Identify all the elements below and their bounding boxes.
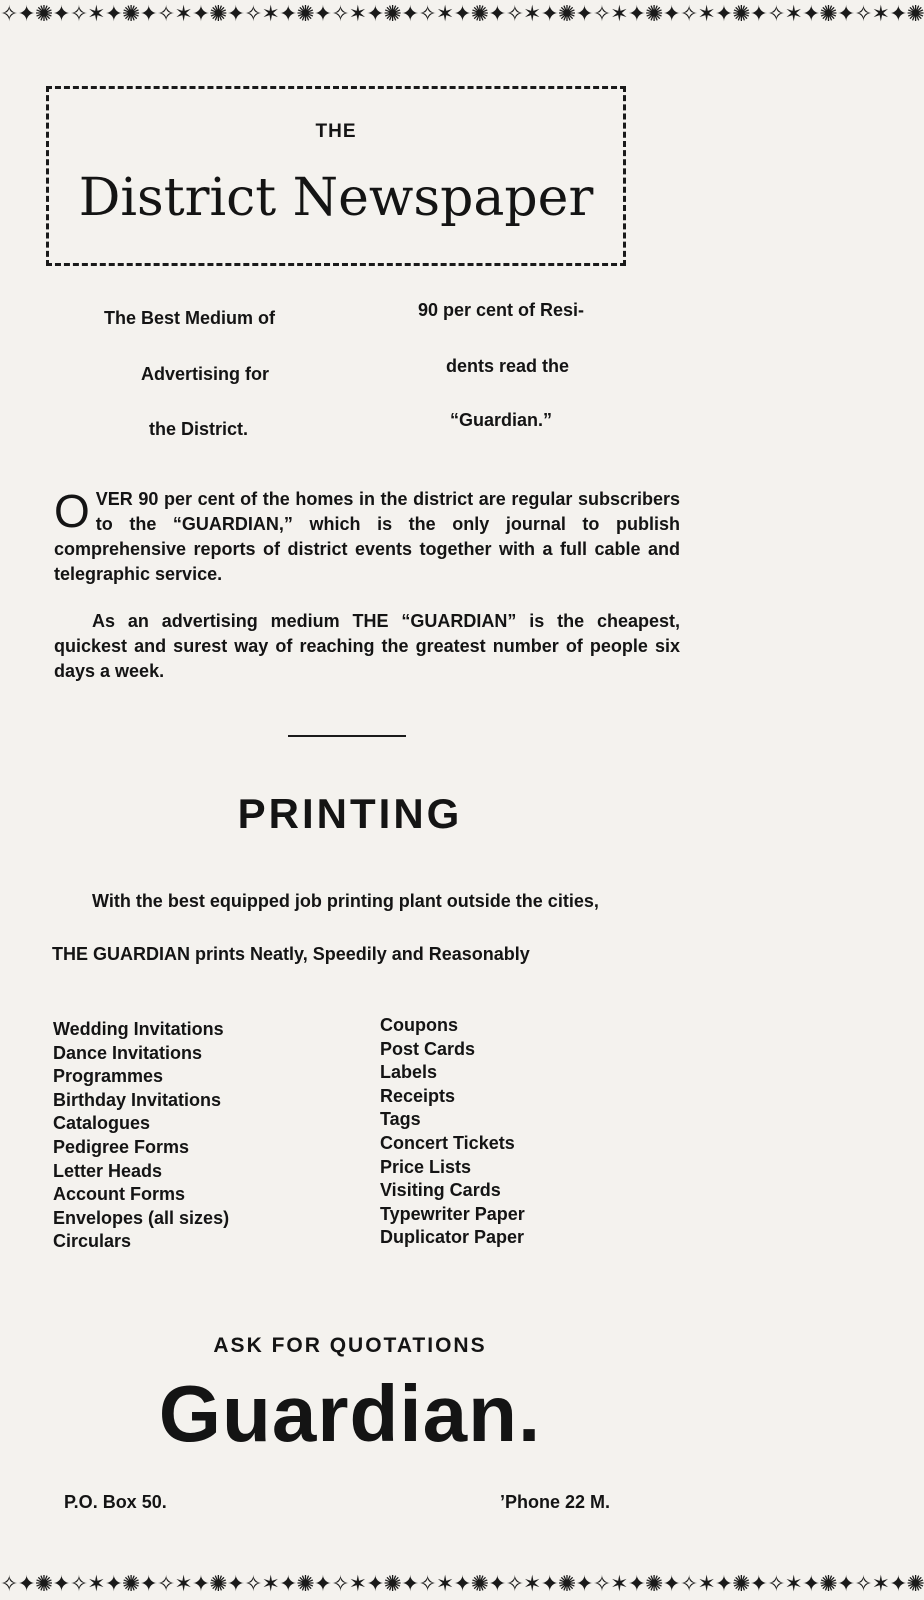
list-item: Receipts [380, 1085, 456, 1106]
top-ornament-border: ✧✦✺✦✧✶✦✺✦✧✶✦✺✦✧✶✦✺✦✧✶✦✺✦✧✶✦✺✦✧✶✦✺✦✧✶✦✺✦✧✶✦✺✦✧✶✦✺✦✧✶✦✺ [0, 2, 924, 27]
list-item: Account Forms [53, 1184, 186, 1205]
list-item: Visiting Cards [380, 1180, 501, 1201]
printing-intro-line: THE GUARDIAN prints Neatly, Speedily and Reasonably [52, 944, 530, 964]
title-article: THE [315, 121, 357, 142]
list-item: Tags [380, 1109, 421, 1130]
list-item: Dance Invitations [53, 1042, 203, 1063]
list-item: Wedding Invitations [53, 1019, 224, 1039]
po-box: P.O. Box 50. [64, 1492, 167, 1512]
list-item: Duplicator Paper [380, 1227, 525, 1248]
right-column-line: dents read the [446, 356, 570, 376]
printing-heading: PRINTING [237, 790, 463, 837]
list-item: Labels [380, 1062, 438, 1083]
drop-cap: O [54, 485, 90, 537]
list-item: Birthday Invitations [53, 1089, 222, 1110]
left-column-line: The Best Medium of [104, 308, 276, 328]
phone-number: ’Phone 22 M. [500, 1492, 611, 1512]
list-item: Post Cards [380, 1038, 476, 1059]
list-item: Programmes [53, 1066, 164, 1087]
printing-services-right [380, 1014, 525, 1250]
paragraph-subscribers-text: VER 90 per cent of the homes in the district are regular subscribers to the “GUARDIAN,” which is the only journal to publish comprehensive reports of district events together with a full cable and telegraphic service. [54, 489, 680, 584]
bottom-ornament-border: ✧✦✺✦✧✶✦✺✦✧✶✦✺✦✧✶✦✺✦✧✶✦✺✦✧✶✦✺✦✧✶✦✺✦✧✶✦✺✦✧✶✦✺✦✧✶✦✺✦✧✶✦✺ [0, 1572, 924, 1597]
right-column-line: 90 per cent of Resi- [418, 300, 585, 320]
printing-intro-line: With the best equipped job printing plant outside the cities, [92, 891, 599, 911]
ask-for-quotations: ASK FOR QUOTATIONS [213, 1334, 487, 1357]
printing-services-left [53, 1018, 229, 1254]
list-item: Pedigree Forms [53, 1136, 190, 1157]
left-column-line: the District. [149, 419, 249, 439]
paragraph-advertising: As an advertising medium THE “GUARDIAN” is the cheapest, quickest and surest way of reaching the greatest number of people six days a week. [54, 611, 680, 681]
paragraph-subscribers [54, 487, 680, 587]
brand-name: Guardian. [158, 1369, 542, 1458]
list-item: Price Lists [380, 1156, 472, 1177]
left-column-line: Advertising for [141, 364, 270, 384]
list-item: Circulars [53, 1231, 132, 1252]
list-item: Letter Heads [53, 1160, 163, 1181]
list-item: Envelopes (all sizes) [53, 1207, 230, 1228]
list-item: Concert Tickets [380, 1132, 515, 1153]
list-item: Typewriter Paper [380, 1203, 525, 1224]
section-divider [288, 735, 406, 737]
right-column-line: “Guardian.” [450, 410, 553, 430]
list-item: Catalogues [53, 1113, 151, 1134]
list-item: Coupons [380, 1015, 458, 1035]
page-title: District Newspaper [78, 168, 594, 228]
